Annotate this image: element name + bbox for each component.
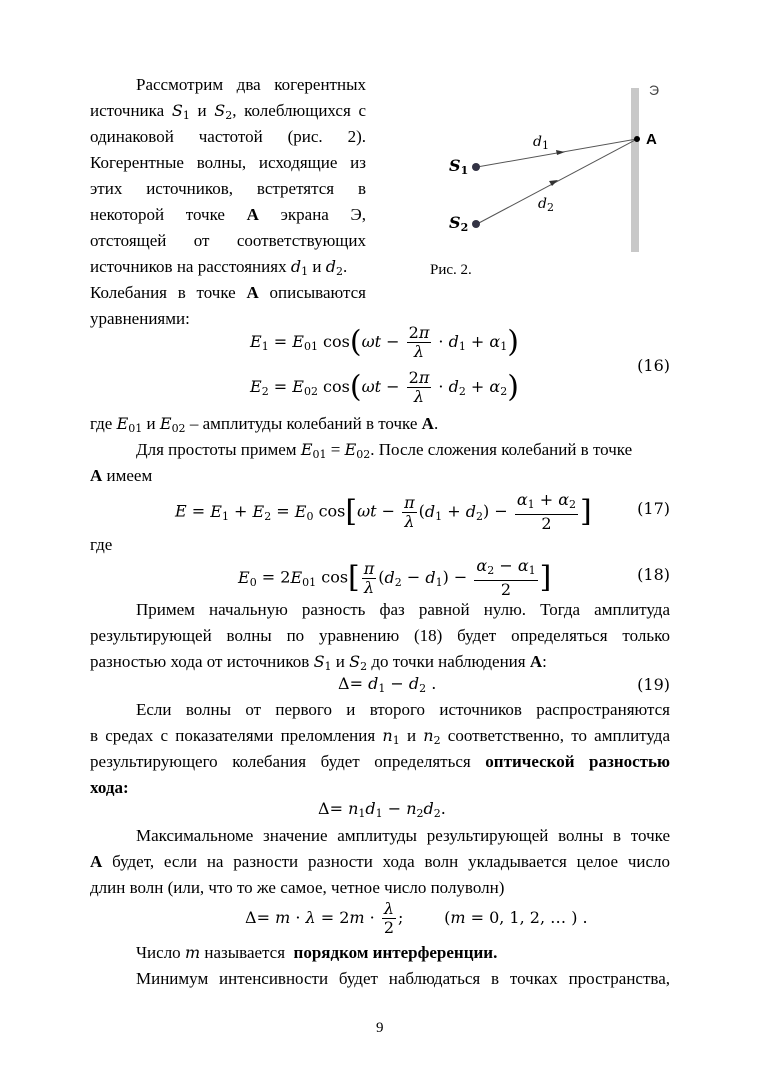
- source-s2-dot: [472, 220, 480, 228]
- intro-line-2: источника $S_1$ и $S_2$, колеблющихся с: [90, 101, 366, 122]
- intro-line-9: Колебания в точке A описываются: [90, 283, 367, 302]
- d2-label: $d_2$: [538, 196, 554, 214]
- equation-18: $E_0 = 2E_{01}$ cos[ $\frac{\pi}{\lambda}$ $(d_2 - d_1)$ − $\frac{\alpha_2 - \alpha_1}{2}$ ]: [238, 556, 552, 599]
- para5-line-1: Максимальноме значение амплитуды результирующей волны в точке: [136, 826, 670, 845]
- intro-line-3: одинаковой частотой (рис. 2).: [90, 127, 366, 146]
- equation-19-number: (19): [637, 675, 670, 694]
- intro-line-7: отстоящей от соответствующих: [90, 231, 366, 250]
- para4-line-1: Если волны от первого и второго источников распространяются: [136, 700, 670, 719]
- equation-18-number: (18): [637, 565, 670, 584]
- point-a-label: A: [646, 131, 657, 148]
- para6-line: Число m называется порядком интерференции.: [136, 943, 498, 962]
- point-a-dot: [634, 136, 640, 142]
- para4-line-4: хода:: [90, 778, 129, 797]
- equation-19: $\Delta= d_1 - d_2$ .: [338, 674, 437, 695]
- para5-line-3: длин волн (или, что то же самое, четное число полуволн): [90, 878, 505, 897]
- equation-16a: $E_1 = E_{01}$ cos(ωt − $\frac{2\pi}{\lambda}$ · $d_1 + \alpha_1$): [250, 323, 519, 361]
- equation-maximum: Δ= m · λ = 2m · $\frac{\lambda}{2}$ ; (m = 0, 1, 2, … ) .: [245, 899, 588, 937]
- intro-line-8: источников на расстояниях $d_1$ и $d_2$.: [90, 257, 348, 278]
- figure-caption: Рис. 2.: [430, 262, 472, 278]
- equation-16-number: (16): [637, 356, 670, 375]
- s2-label: $S_2$: [449, 213, 469, 234]
- para3-line-3: разностью хода от источников $S_1$ и $S_2$ до точки наблюдения A:: [90, 652, 547, 673]
- page-number: 9: [376, 1020, 384, 1036]
- intro-line-5: этих источников, встретятся в: [90, 179, 366, 198]
- para2-line-2: A имеем: [90, 466, 153, 485]
- screen-label: Э: [649, 82, 660, 98]
- equation-optical-path: $\Delta= n_1d_1 - n_2d_2$.: [318, 799, 446, 820]
- intro-line-1: Рассмотрим два когерентных: [136, 75, 366, 94]
- para3-line-1: Примем начальную разность фаз равной нулю. Тогда амплитуда: [136, 600, 670, 619]
- d1-label: $d_1$: [533, 134, 549, 152]
- para5-line-2: A будет, если на разности разности хода волн укладывается целое число: [90, 852, 671, 871]
- intro-line-6: некоторой точке A экрана Э,: [90, 205, 366, 224]
- para4-line-2: в средах с показателями преломления $n_1$ и $n_2$ соответственно, то амплитуда: [90, 726, 670, 747]
- para4-line-3: результирующего колебания будет определяться оптической разностью: [90, 752, 670, 771]
- intro-line-4: Когерентные волны, исходящие из: [90, 153, 366, 172]
- where-line: где $E_{01}$ и $E_{02}$ – амплитуды колебаний в точке A.: [90, 414, 439, 435]
- source-s1-dot: [472, 163, 480, 171]
- para2-line-1: Для простоты примем $E_{01} = E_{02}$. После сложения колебаний в точке: [136, 440, 633, 461]
- where2-line: где: [90, 535, 113, 554]
- screen-bar: [631, 88, 639, 252]
- s1-label: $S_1$: [449, 156, 469, 177]
- intro-line-10: уравнениями:: [90, 309, 190, 328]
- equation-16b: $E_2 = E_{02}$ cos(ωt − $\frac{2\pi}{\lambda}$ · $d_2 + \alpha_2$): [250, 368, 519, 406]
- equation-17-number: (17): [637, 499, 670, 518]
- para3-line-2: результирующей волны по уравнению (18) будет определяться только: [90, 626, 670, 645]
- para7-line: Минимум интенсивности будет наблюдаться в точках пространства,: [136, 969, 670, 988]
- equation-17: $E = E_1 + E_2 = E_0$ cos[ωt − $\frac{\pi}{\lambda}$ $(d_1 + d_2)$ − $\frac{\alpha_1 + \alpha_2}{2}$ ]: [175, 490, 592, 533]
